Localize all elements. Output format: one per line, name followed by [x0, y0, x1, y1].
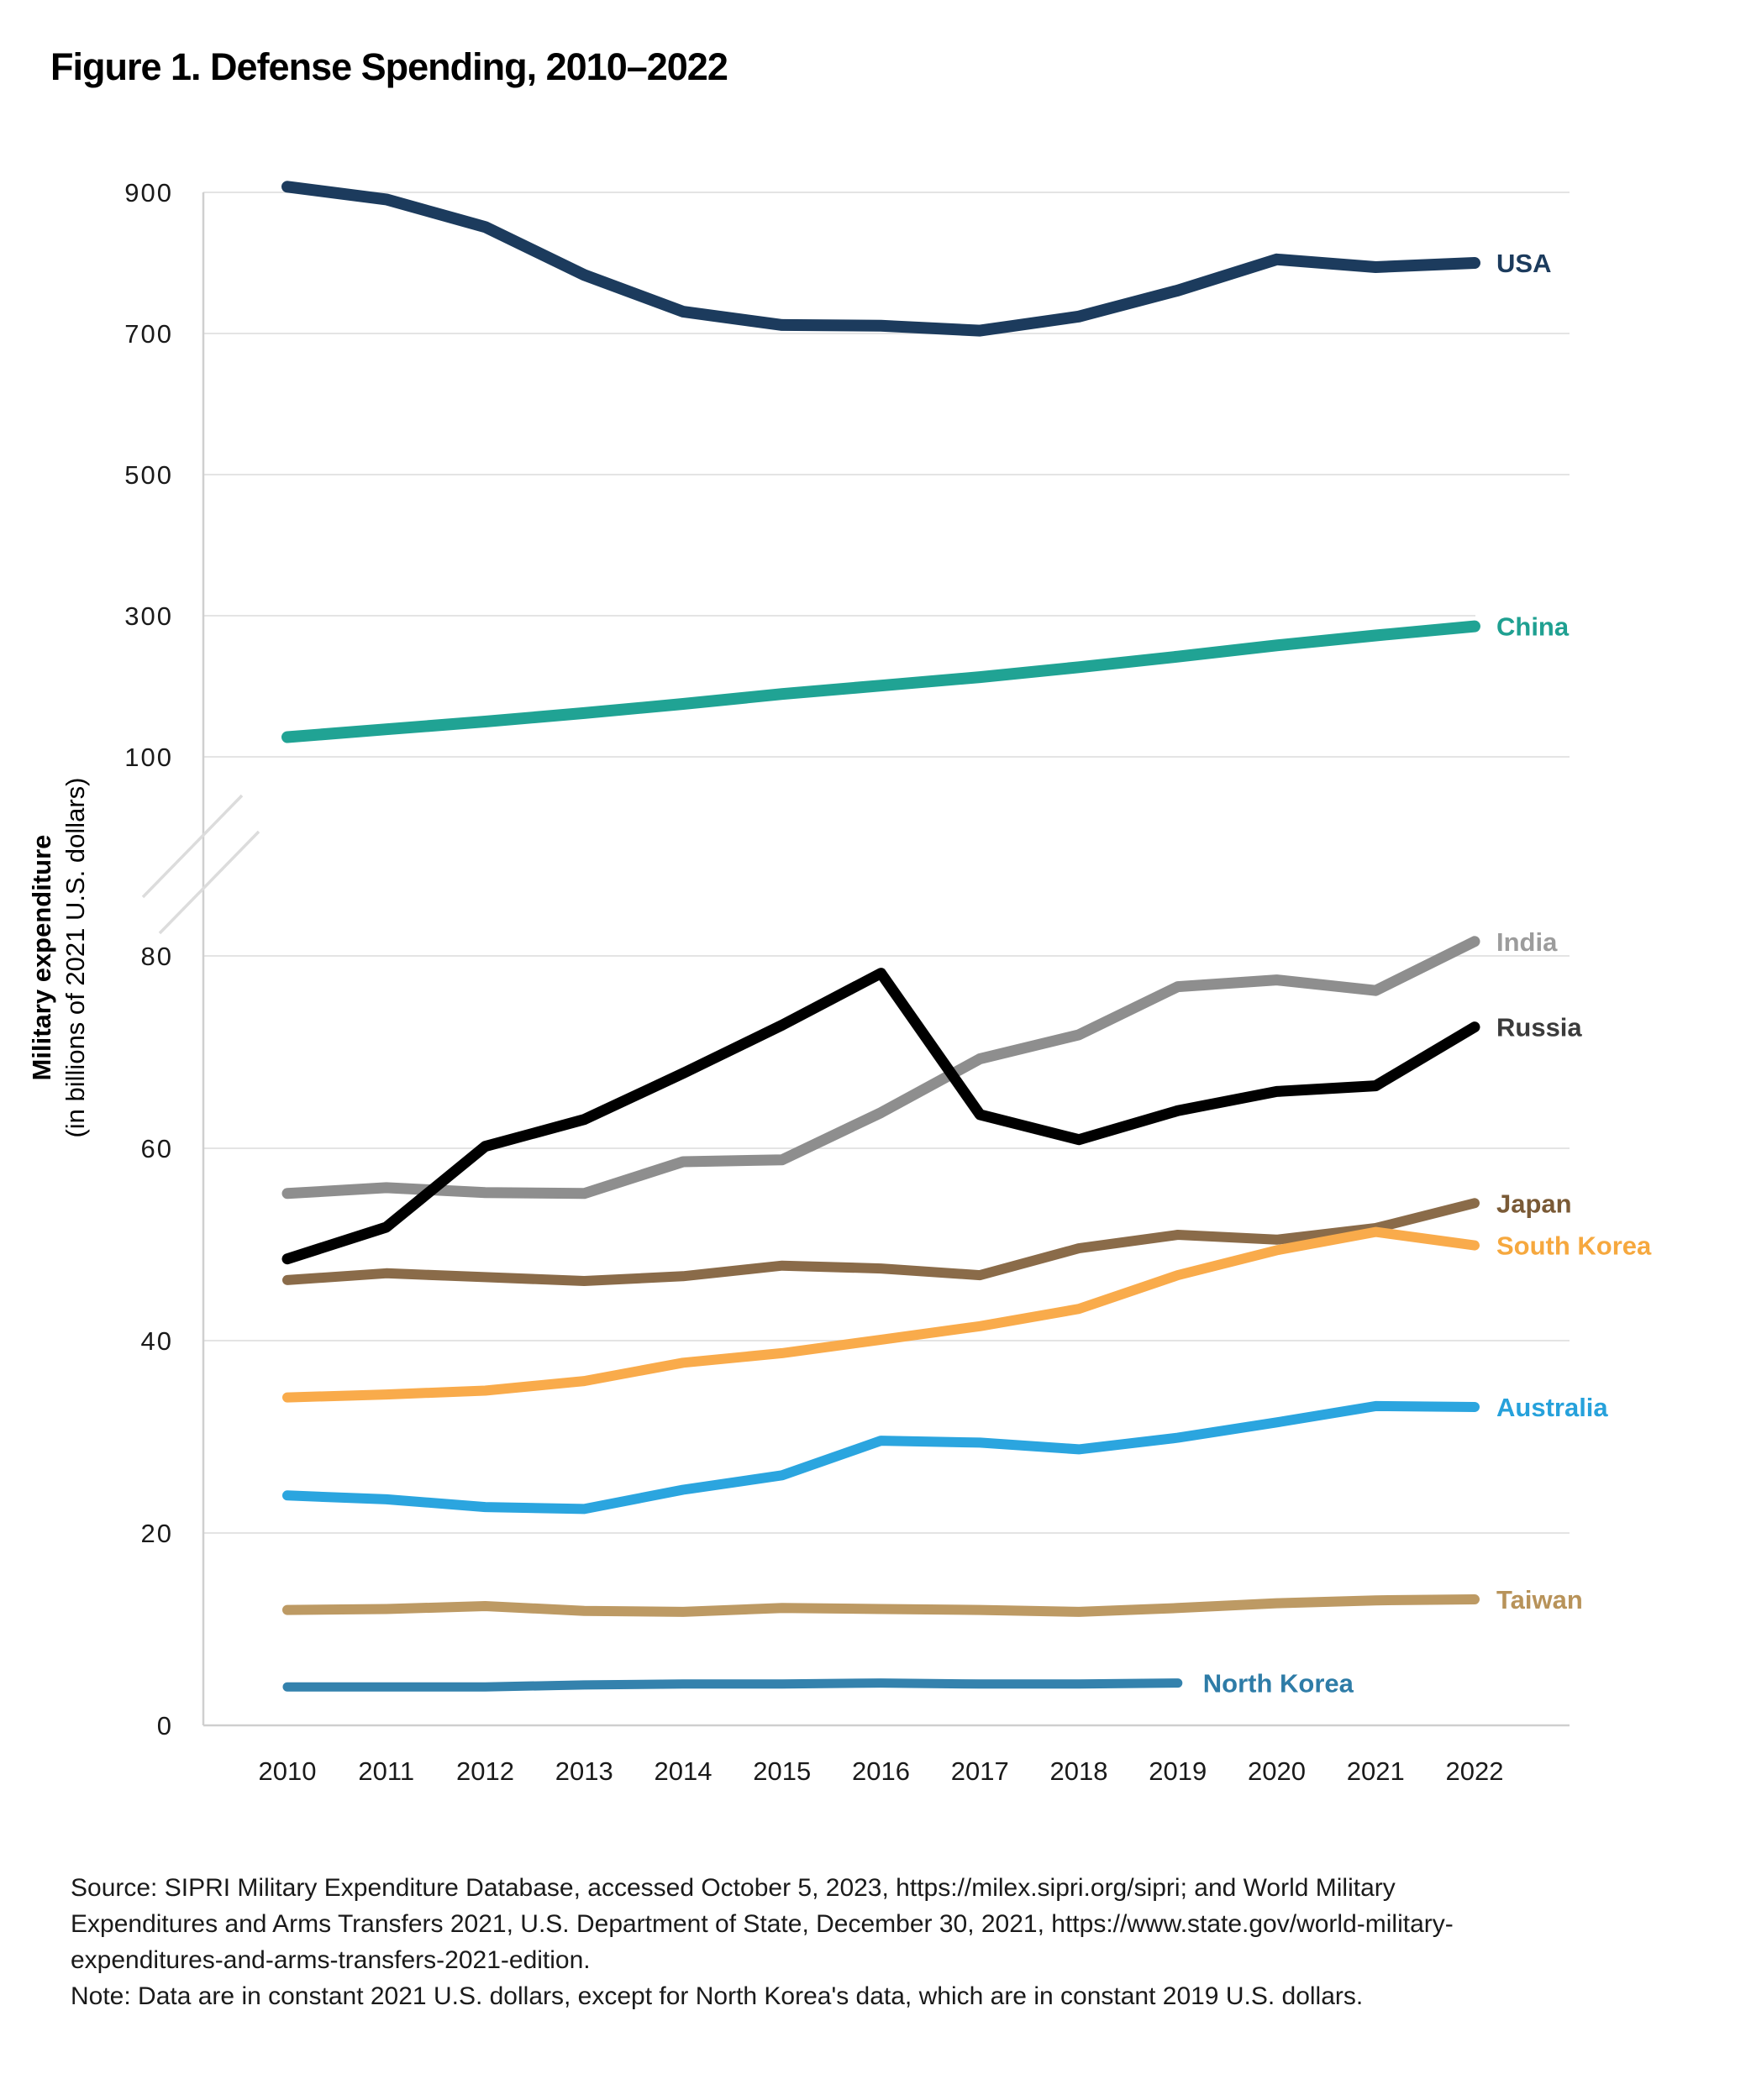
source-note: [71, 1870, 1454, 2014]
y-tick-label-300: 300: [124, 601, 173, 631]
x-tick-label-2011: 2011: [358, 1756, 415, 1786]
source-line: Expenditures and Arms Transfers 2021, U.S. Department of State, December 30, 2021, https://www.state.gov/world-military-: [71, 1910, 1454, 1938]
series-label-taiwan: Taiwan: [1496, 1585, 1583, 1615]
y-tick-label-700: 700: [124, 319, 173, 349]
series-label-russia: Russia: [1496, 1012, 1582, 1042]
y-tick-label-20: 20: [140, 1519, 173, 1548]
series-label-north-korea: North Korea: [1202, 1668, 1354, 1698]
series-line-south-korea: [287, 1232, 1475, 1398]
x-tick-label-2012: 2012: [456, 1756, 514, 1786]
series-label-india: India: [1496, 927, 1558, 957]
y-tick-label-500: 500: [124, 460, 173, 490]
series-label-south-korea: South Korea: [1496, 1231, 1652, 1261]
series-label-australia: Australia: [1496, 1393, 1608, 1423]
series-line-usa: [287, 186, 1475, 330]
source-line: Note: Data are in constant 2021 U.S. dollars, except for North Korea's data, which are in constant 2019 U.S. dollars.: [71, 1982, 1364, 2010]
series-label-japan: Japan: [1496, 1189, 1572, 1219]
y-tick-label-40: 40: [140, 1326, 173, 1356]
series-line-china: [287, 627, 1475, 738]
x-tick-label-2013: 2013: [555, 1756, 613, 1786]
x-tick-label-2014: 2014: [654, 1756, 712, 1786]
source-line: Source: SIPRI Military Expenditure Database, accessed October 5, 2023, https://milex.sipri.org/sipri; and World Military: [71, 1874, 1396, 1902]
x-tick-label-2018: 2018: [1049, 1756, 1108, 1786]
x-tick-label-2010: 2010: [258, 1756, 317, 1786]
series-line-australia: [287, 1406, 1475, 1509]
series-label-usa: USA: [1496, 249, 1552, 278]
x-tick-label-2022: 2022: [1445, 1756, 1504, 1786]
x-tick-label-2016: 2016: [852, 1756, 910, 1786]
y-tick-label-60: 60: [140, 1134, 173, 1163]
x-tick-label-2019: 2019: [1149, 1756, 1207, 1786]
y-axis-break-marks: [143, 795, 259, 933]
figure-title: Figure 1. Defense Spending, 2010–2022: [50, 45, 728, 88]
y-axis-title-main: Military expenditure: [27, 834, 56, 1081]
y-tick-label-100: 100: [124, 743, 173, 772]
x-tick-label-2021: 2021: [1346, 1756, 1405, 1786]
series-line-taiwan: [287, 1599, 1475, 1612]
series-label-china: China: [1496, 612, 1570, 642]
series-line-north-korea: [287, 1683, 1178, 1688]
x-tick-label-2015: 2015: [753, 1756, 812, 1786]
y-tick-label-80: 80: [140, 942, 173, 971]
y-tick-label-900: 900: [124, 178, 173, 207]
y-axis-title-units: (in billions of 2021 U.S. dollars): [60, 777, 90, 1138]
y-tick-label-0: 0: [156, 1711, 173, 1740]
source-line: expenditures-and-arms-transfers-2021-edition.: [71, 1946, 591, 1974]
x-tick-label-2017: 2017: [950, 1756, 1009, 1786]
x-tick-label-2020: 2020: [1248, 1756, 1306, 1786]
